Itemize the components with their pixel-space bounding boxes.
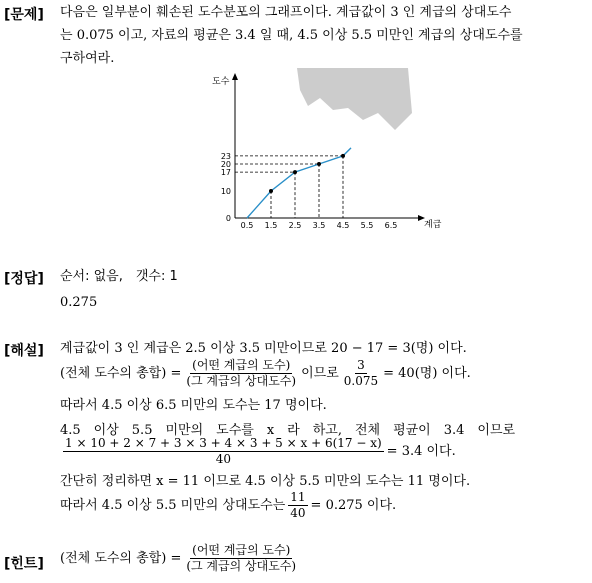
fraction-11-over-40	[288, 490, 307, 521]
answer-line-2: 0.275	[60, 295, 98, 310]
answer-line-1: 순서: 없음, 갯수: 1	[60, 269, 178, 284]
hint-fraction	[184, 543, 298, 574]
y-tick-label: 10	[220, 187, 231, 196]
connector-text: 이므로	[301, 365, 339, 381]
fraction-denominator: 40	[290, 506, 306, 520]
explanation-line-6: 간단히 정리하면 x = 11 이므로 4.5 이상 5.5 미만의 도수는 11 명이다.	[60, 474, 471, 489]
problem-tag: [문제]	[4, 7, 44, 23]
explanation-line-7	[60, 490, 396, 521]
x-tick-label: 6.5	[384, 221, 398, 230]
x-tick-label: 5.5	[360, 221, 374, 230]
series-line	[247, 148, 351, 218]
fraction-denominator: (그 계급의 상대도수)	[186, 374, 297, 388]
x-tick-label: 3.5	[312, 221, 326, 230]
data-point	[341, 154, 345, 158]
problem-line-3: 구하여라.	[60, 51, 115, 66]
damaged-region	[297, 68, 412, 130]
data-point	[293, 170, 297, 174]
x-tick-label: 4.5	[336, 221, 350, 230]
hint-line	[60, 543, 301, 574]
hint-lhs: (전체 도수의 총합) =	[60, 550, 182, 566]
y-axis-arrow	[232, 73, 238, 80]
explanation-tag: [해설]	[4, 343, 44, 359]
y-tick-label: 20	[220, 160, 231, 169]
total-frequency-lhs: (전체 도수의 총합) =	[60, 365, 182, 381]
x-tick-label: 1.5	[264, 221, 278, 230]
x-tick-label: 0.5	[240, 221, 254, 230]
result-text: = 40(명) 이다.	[383, 365, 471, 381]
fraction-numerator: (어떤 계급의 도수)	[192, 543, 291, 557]
problem-line-2: 는 0.075 이고, 자료의 평균은 3.4 일 때, 4.5 이상 5.5 미만인 계급의 상대도수를	[60, 28, 523, 43]
data-point	[269, 189, 273, 193]
mean-result-text: = 3.4 이다.	[386, 443, 456, 459]
final-result-text: = 0.275 이다.	[310, 497, 397, 513]
fraction-denominator: 0.075	[343, 374, 379, 388]
fraction-numerator: 3	[357, 358, 365, 372]
explanation-line-2	[60, 358, 471, 389]
answer-tag: [정답]	[4, 271, 44, 287]
x-tick-label: 2.5	[288, 221, 302, 230]
fraction-numerator: (어떤 계급의 도수)	[192, 358, 291, 372]
fraction-denominator: 40	[215, 452, 231, 466]
x-axis-label: 계급	[424, 220, 442, 230]
fraction-denominator: (그 계급의 상대도수)	[186, 559, 297, 573]
y-axis-label: 도수	[212, 77, 230, 87]
y-tick-label: 0	[225, 214, 231, 223]
y-tick-label: 23	[220, 151, 231, 161]
fraction-3-over-0075	[342, 358, 380, 389]
data-point	[317, 162, 321, 166]
explanation-line-5	[60, 436, 456, 467]
explanation-line-3: 따라서 4.5 이상 6.5 미만의 도수는 17 명이다.	[60, 398, 327, 413]
mean-fraction	[63, 436, 384, 467]
hint-tag: [힌트]	[4, 556, 44, 572]
fraction-frequency-over-relative	[184, 358, 298, 389]
y-tick-label: 17	[220, 168, 231, 178]
explanation-line-4: 4.5 이상 5.5 미만의 도수를 x 라 하고, 전체 평균이 3.4 이므로	[60, 423, 516, 438]
explanation-line-1: 계급값이 3 인 계급은 2.5 이상 3.5 미만이므로 20 − 17 = 3(명) 이다.	[60, 341, 467, 356]
frequency-polygon-chart	[200, 68, 450, 234]
problem-line-1: 다음은 일부분이 훼손된 도수분포의 그래프이다. 계급값이 3 인 계급의 상대도수	[60, 5, 512, 20]
fraction-numerator: 11	[290, 490, 306, 504]
relative-frequency-text: 따라서 4.5 이상 5.5 미만의 상대도수는	[60, 497, 286, 513]
fraction-numerator: 1 × 10 + 2 × 7 + 3 × 3 + 4 × 3 + 5 × x + 6(17 − x)	[65, 436, 382, 450]
